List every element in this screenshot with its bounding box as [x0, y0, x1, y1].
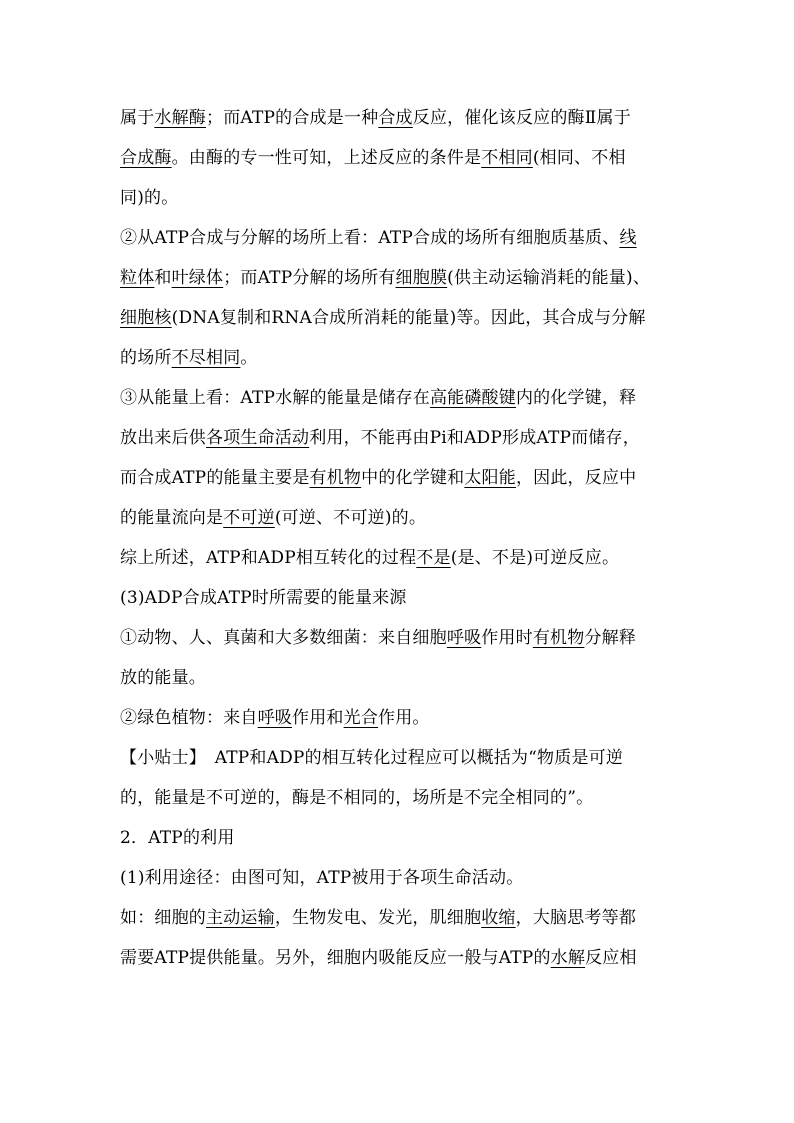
text-segment: 综上所述，ATP和ADP相互转化的过程	[120, 548, 417, 568]
underlined-answer: 不尽相同	[171, 348, 241, 368]
text-line	[120, 538, 700, 578]
text-segment: ；而ATP分解的场所有	[223, 268, 396, 288]
text-segment: 同)的。	[120, 188, 179, 208]
text-line	[120, 458, 700, 498]
text-line	[120, 258, 700, 298]
text-segment: 的，能量是不可逆的，酶是不相同的，场所是不完全相同的”。	[120, 788, 594, 808]
underlined-answer: 高能磷酸键	[429, 388, 516, 408]
text-segment: 分解释	[584, 628, 637, 648]
text-segment: 和	[154, 268, 172, 288]
text-line	[120, 778, 700, 818]
text-line	[120, 658, 700, 698]
underlined-answer: 细胞膜	[395, 268, 448, 288]
text-line	[120, 418, 700, 458]
text-line	[120, 858, 700, 898]
text-line	[120, 938, 700, 978]
text-line	[120, 818, 700, 858]
text-segment: (可逆、不可逆)的。	[274, 508, 427, 528]
text-line	[120, 498, 700, 538]
text-line	[120, 378, 700, 418]
underlined-answer: 收缩	[481, 908, 516, 928]
underlined-answer: 合成酶	[120, 148, 172, 168]
text-line	[120, 138, 700, 178]
text-segment: 作用和	[292, 708, 344, 728]
underlined-answer: 有机物	[309, 468, 362, 488]
text-line	[120, 898, 700, 938]
text-segment: ；而ATP的合成是一种	[206, 108, 379, 128]
text-segment: ，生物发电、发光，肌细胞	[274, 908, 482, 928]
underlined-answer: 主动运输	[206, 908, 275, 928]
text-segment: 的场所	[120, 348, 172, 368]
underlined-answer: 不相同	[481, 148, 533, 168]
text-line	[120, 298, 700, 338]
underlined-answer: 叶绿体	[171, 268, 224, 288]
text-segment: 放的能量。	[120, 668, 206, 688]
text-line	[120, 338, 700, 378]
text-line	[120, 98, 700, 138]
text-segment: (供主动运输消耗的能量)、	[447, 268, 651, 288]
text-segment: (DNA复制和RNA合成所消耗的能量)等。因此，其合成与分解	[171, 308, 646, 328]
underlined-answer: 各项生命活动	[206, 428, 310, 448]
text-segment: ①动物、人、真菌和大多数细菌：来自细胞	[120, 628, 447, 648]
text-segment: 内的化学键，释	[515, 388, 637, 408]
text-segment: 反应，催化该反应的酶Ⅱ属于	[412, 108, 631, 128]
text-segment: 中的化学键和	[361, 468, 465, 488]
text-line	[120, 618, 700, 658]
underlined-answer: 不是	[416, 548, 451, 568]
text-segment: 而合成ATP的能量主要是	[120, 468, 310, 488]
text-segment: 作用。	[378, 708, 430, 728]
underlined-answer: 水解	[550, 948, 586, 968]
underlined-answer: 太阳能	[464, 468, 516, 488]
text-line	[120, 738, 700, 778]
text-line	[120, 698, 700, 738]
text-segment: 。	[240, 348, 258, 368]
underlined-answer: 不可逆	[223, 508, 275, 528]
text-segment: (相同、不相	[532, 148, 626, 168]
underlined-answer: 呼吸	[446, 628, 482, 648]
underlined-answer: 线	[619, 228, 637, 248]
text-segment: 作用时	[481, 628, 533, 648]
text-segment: 如：细胞的	[120, 908, 206, 928]
underlined-answer: 粒体	[120, 268, 155, 288]
underlined-answer: 细胞核	[120, 308, 172, 328]
text-segment: 需要ATP提供能量。另外，细胞内吸能反应一般与ATP的	[120, 948, 551, 968]
text-segment: (是、不是)可逆反应。	[450, 548, 620, 568]
text-segment: ②绿色植物：来自	[120, 708, 258, 728]
document-page	[120, 98, 700, 978]
text-line	[120, 578, 700, 618]
text-segment: ，大脑思考等都	[515, 908, 637, 928]
text-segment: 2．ATP的利用	[120, 828, 235, 848]
underlined-answer: 呼吸	[257, 708, 293, 728]
text-segment: 属于	[120, 108, 155, 128]
underlined-answer: 水解酶	[154, 108, 207, 128]
text-segment: 【小贴士】 ATP和ADP的相互转化过程应可以概括为“物质是可逆	[120, 748, 624, 768]
text-segment: (3)ADP合成ATP时所需要的能量来源	[120, 588, 407, 608]
text-segment: 利用，不能再由Pi和ADP形成ATP而储存，	[309, 428, 640, 448]
text-segment: ③从能量上看：ATP水解的能量是储存在	[120, 388, 430, 408]
text-segment: 。由酶的专一性可知，上述反应的条件是	[171, 148, 482, 168]
text-segment: 的能量流向是	[120, 508, 224, 528]
text-segment: (1)利用途径：由图可知，ATP被用于各项生命活动。	[120, 868, 524, 888]
text-line	[120, 218, 700, 258]
underlined-answer: 合成	[378, 108, 413, 128]
text-segment: 反应相	[585, 948, 637, 968]
text-line	[120, 178, 700, 218]
underlined-answer: 光合	[343, 708, 379, 728]
text-segment: 放出来后供	[120, 428, 206, 448]
underlined-answer: 有机物	[532, 628, 585, 648]
text-segment: ，因此，反应中	[515, 468, 637, 488]
text-segment: ②从ATP合成与分解的场所上看：ATP合成的场所有细胞质基质、	[120, 228, 620, 248]
